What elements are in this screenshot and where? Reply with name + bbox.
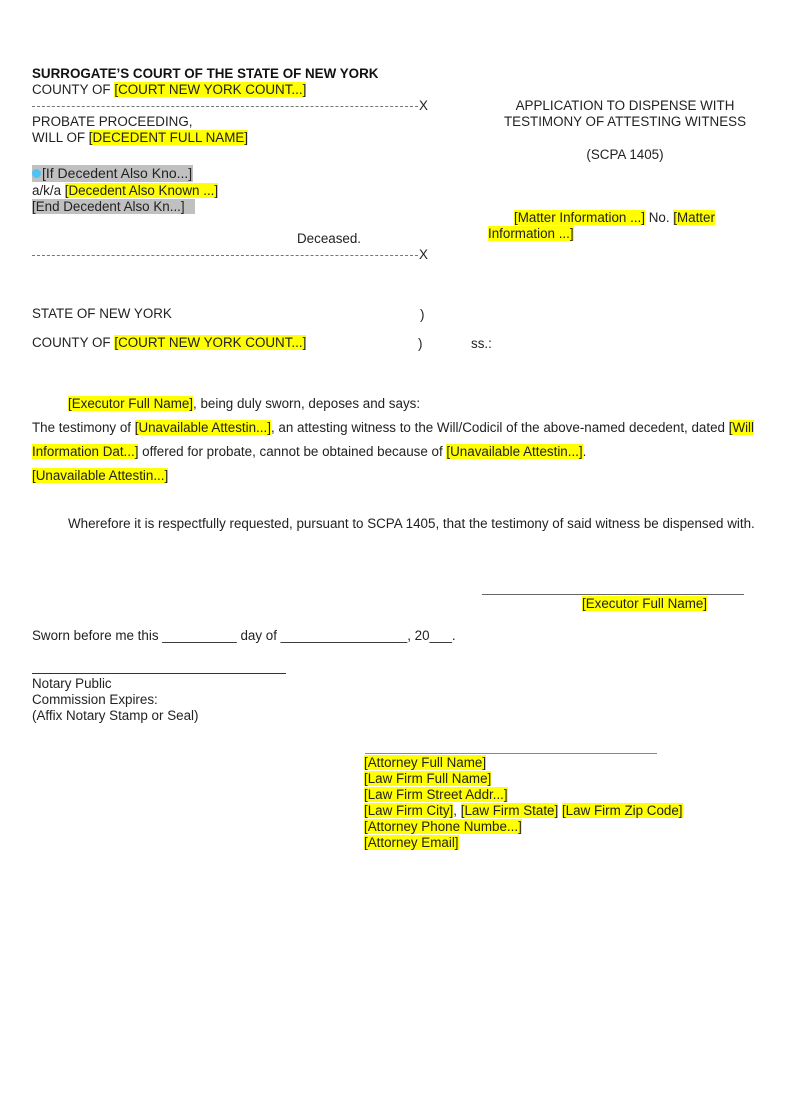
aka-conditional-end[interactable] (32, 199, 195, 215)
signature-executor (582, 596, 707, 612)
separator-x-top: X (419, 98, 428, 113)
aka-line (32, 183, 218, 199)
commission-expires-label: Commission Expires: (32, 692, 158, 707)
reason-detail-line (32, 464, 758, 488)
will-date-field[interactable]: [Will (728, 420, 755, 435)
county-field[interactable]: [COURT NEW YORK COUNT...] (114, 82, 307, 97)
attesting-text: , an attesting witness to the Will/Codicil of the above-named decedent, dated (270, 420, 729, 435)
probate-proceeding: PROBATE PROCEEDING, (32, 114, 193, 129)
venue-state: STATE OF NEW YORK (32, 306, 172, 321)
decedent-name-field[interactable]: [DECEDENT FULL NAME] (88, 130, 249, 145)
county-label: COUNTY OF (32, 82, 115, 97)
firm-zip-field[interactable]: [Law Firm Zip Code] (561, 803, 683, 818)
firm-state-field[interactable]: [Law Firm State] (460, 803, 559, 818)
wherefore-paragraph: Wherefore it is respectfully requested, pursuant to SCPA 1405, that the testimony of said witness be dispensed with. (68, 516, 755, 531)
reason-detail-field[interactable]: [Unavailable Attestin...] (32, 468, 169, 483)
attorney-name-field[interactable]: [Attorney Full Name] (364, 755, 487, 770)
sworn-before-line: Sworn before me this __________ day of _________________, 20___. (32, 628, 456, 643)
affidavit-body (32, 392, 758, 488)
aka-start-field[interactable]: [If Decedent Also Kno...] (42, 165, 193, 181)
aka-field[interactable]: [Decedent Also Known ...] (64, 183, 219, 198)
executor-name-field[interactable]: [Executor Full Name] (68, 396, 194, 411)
venue-county-field[interactable]: [COURT NEW YORK COUNT...] (114, 335, 307, 350)
venue-ss: ss.: (471, 336, 492, 351)
notary-stamp-label: (Affix Notary Stamp or Seal) (32, 708, 199, 723)
court-title: SURROGATE’S COURT OF THE STATE OF NEW YORK (32, 66, 379, 81)
aka-label: a/k/a (32, 183, 65, 198)
firm-street-field[interactable]: [Law Firm Street Addr...] (364, 787, 508, 802)
attorney-email-field[interactable]: [Attorney Email] (364, 835, 459, 850)
attorney-phone-field[interactable]: [Attorney Phone Numbe...] (364, 819, 522, 834)
law-firm (364, 771, 491, 787)
venue-county (32, 335, 306, 351)
signature-executor-field[interactable]: [Executor Full Name] (582, 596, 708, 611)
attorney-name (364, 755, 486, 771)
no-label: No. (644, 210, 674, 225)
law-firm-field[interactable]: [Law Firm Full Name] (364, 771, 492, 786)
matter-field-2[interactable]: [Matter (673, 210, 715, 225)
matter-line-1 (514, 210, 715, 226)
matter-line-2 (488, 226, 574, 242)
separator-x-bottom: X (419, 247, 428, 262)
doc-title-line1: APPLICATION TO DISPENSE WITH (515, 98, 735, 113)
will-date-field-cont[interactable]: Information Dat...] (32, 444, 139, 459)
statute-citation: (SCPA 1405) (586, 147, 664, 162)
firm-city-field[interactable]: [Law Firm City] (364, 803, 454, 818)
testimony-of-text: The testimony of (32, 420, 135, 435)
venue-paren-1: ) (420, 307, 425, 322)
doc-title-line2: TESTIMONY OF ATTESTING WITNESS (503, 114, 747, 129)
firm-city-state-zip: [Law Firm City], [Law Firm State] [Law Firm Zip Code] (364, 803, 683, 818)
venue-county-label: COUNTY OF (32, 335, 115, 350)
matter-field-1[interactable]: [Matter Information ...] (514, 210, 645, 225)
unavailability-reason-field[interactable]: [Unavailable Attestin...] (446, 444, 583, 459)
testimony-paragraph (32, 416, 758, 464)
aka-conditional-start[interactable] (32, 165, 193, 182)
attorney-signature-line[interactable] (365, 753, 657, 754)
marker-dot-icon (32, 169, 41, 178)
deponent-line (32, 392, 758, 416)
witness-name-field[interactable]: [Unavailable Attestin...] (134, 420, 271, 435)
sworn-text: , being duly sworn, deposes and says: (193, 396, 421, 411)
period: . (582, 444, 587, 459)
attorney-email (364, 835, 459, 851)
deceased-label: Deceased. (297, 231, 362, 246)
executor-signature-line[interactable] (482, 594, 744, 595)
caption-county (32, 82, 306, 98)
firm-street (364, 787, 508, 803)
will-of-line (32, 130, 248, 146)
caption-separator-top (32, 106, 418, 107)
matter-field-2-cont[interactable]: Information ...] (488, 226, 574, 241)
attorney-phone (364, 819, 522, 835)
aka-end-field[interactable]: [End Decedent Also Kn...] (32, 199, 195, 214)
notary-public-label: Notary Public (32, 676, 112, 691)
caption-separator-bottom (32, 255, 418, 256)
notary-signature-line[interactable] (32, 673, 286, 674)
will-of-label: WILL OF (32, 130, 89, 145)
offered-text: offered for probate, cannot be obtained because of (138, 444, 447, 459)
venue-paren-2: ) (418, 336, 423, 351)
